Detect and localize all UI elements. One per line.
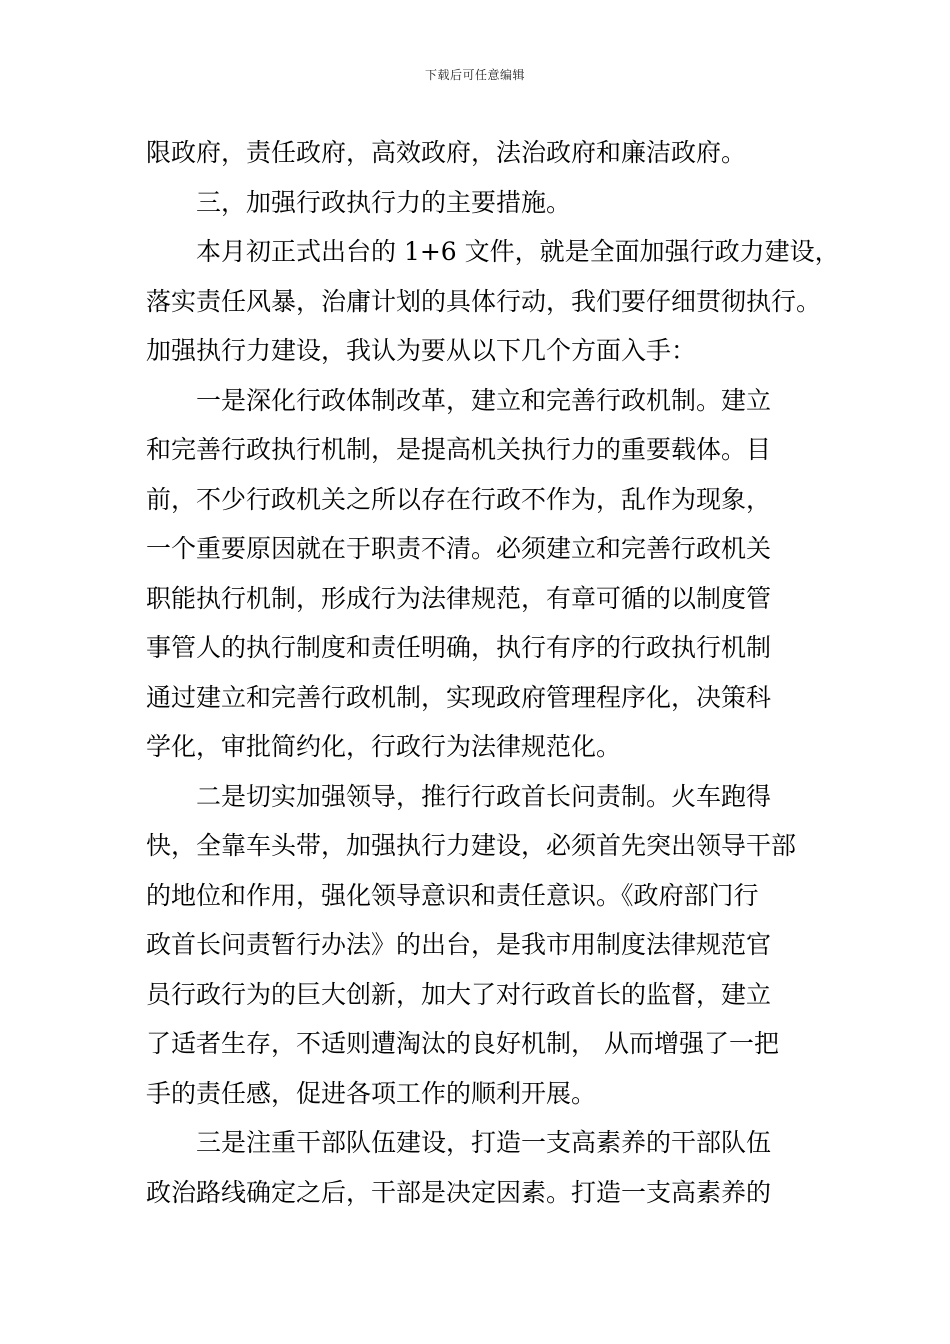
text-line-12: 通过建立和完善行政机制，实现政府管理程序化，决策科 <box>146 682 772 712</box>
text-line-13: 学化，审批简约化，行政行为法律规范化。 <box>146 732 622 761</box>
text-line-3: 本月初正式出台的 1+6 文件，就是全面加强行政力建设， <box>196 237 840 266</box>
text-line-7: 和完善行政执行机制，是提高机关执行力的重要载体。目 <box>146 435 772 464</box>
text-line-19: 了适者生存，不适则遭淘汰的良好机制， 从而增强了一把 <box>146 1029 779 1058</box>
text-line-10: 职能执行机制，形成行为法律规范，有章可循的以制度管 <box>146 583 772 613</box>
text-line-4: 落实责任风暴，治庸计划的具体行动，我们要仔细贯彻执行。 <box>146 286 822 316</box>
page-header-note: 下载后可任意编辑 <box>424 68 525 82</box>
text-line-8: 前，不少行政机关之所以存在行政不作为，乱作为现象， <box>146 484 772 514</box>
text-line-21: 三是注重干部队伍建设，打造一支高素养的干部队伍 <box>196 1128 772 1157</box>
text-line-15: 快，全靠车头带，加强执行力建设，必须首先突出领导干部 <box>146 831 797 860</box>
text-line-20: 手的责任感，促进各项工作的顺利开展。 <box>146 1078 597 1108</box>
text-line-5: 加强执行力建设，我认为要从以下几个方面入手： <box>146 336 697 365</box>
text-line-22: 政治路线确定之后，干部是决定因素。打造一支高素养的 <box>146 1177 772 1207</box>
text-line-17: 政首长问责暂行办法》的出台，是我市用制度法律规范官 <box>146 930 772 959</box>
text-line-11: 事管人的执行制度和责任明确，执行有序的行政执行机制 <box>146 633 772 662</box>
text-line-16: 的地位和作用，强化领导意识和责任意识。《政府部门行 <box>146 880 759 910</box>
text-line-14: 二是切实加强领导，推行行政首长问责制。火车跑得 <box>196 781 772 811</box>
text-line-9: 一个重要原因就在于职责不清。必须建立和完善行政机关 <box>146 534 772 563</box>
text-line-6: 一是深化行政体制改革，建立和完善行政机制。建立 <box>196 385 772 415</box>
text-line-18: 员行政行为的巨大创新，加大了对行政首长的监督，建立 <box>146 979 772 1009</box>
text-line-2: 三，加强行政执行力的主要措施。 <box>196 187 572 217</box>
document-body <box>146 128 840 1217</box>
text-line-1: 限政府，责任政府，高效政府，法治政府和廉洁政府。 <box>146 138 747 167</box>
